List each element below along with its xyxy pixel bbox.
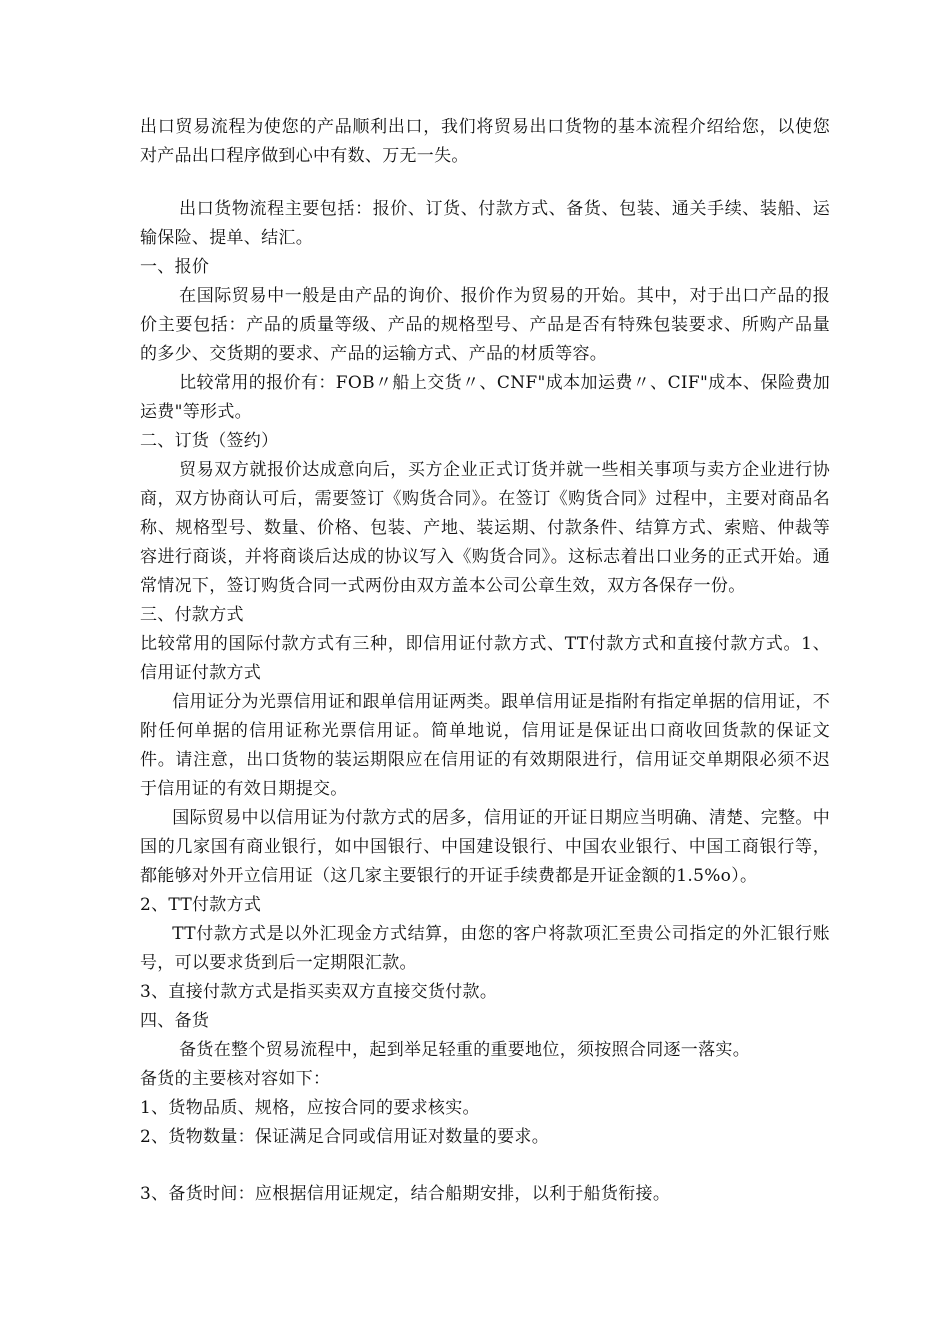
letter-of-credit-paragraph-1: 信用证分为光票信用证和跟单信用证两类。跟单信用证是指附有指定单据的信用证，不附任何单据的信用证称光票信用证。简单地说，信用证是保证出口商收回货款的保证文件。请注意，出口货物的装运期限应在信用证的有效期限进行，信用证交单期限必须不迟于信用证的有效日期提交。: [140, 692, 830, 799]
stocking-check-intro: 备货的主要核对容如下：: [140, 1069, 331, 1089]
stocking-list-item-2: 2、货物数量：保证满足合同或信用证对数量的要求。: [140, 1127, 550, 1147]
tt-payment-heading: 2、TT付款方式: [140, 895, 262, 915]
payment-intro: 比较常用的国际付款方式有三种，即信用证付款方式、TT付款方式和直接付款方式。1、信用证付款方式: [140, 634, 830, 683]
quotation-paragraph-2: 比较常用的报价有：FOB〃船上交货〃、CNF"成本加运费〃、CIF"成本、保险费加运费"等形式。: [140, 373, 830, 422]
direct-payment-line: 3、直接付款方式是指买卖双方直接交货付款。: [140, 982, 498, 1002]
tt-payment-paragraph: TT付款方式是以外汇现金方式结算，由您的客户将款项汇至贵公司指定的外汇银行账号，可以要求货到后一定期限汇款。: [140, 924, 830, 973]
document-body: [140, 113, 830, 1209]
section-heading-quotation: 一、报价: [140, 257, 210, 277]
letter-of-credit-paragraph-2: 国际贸易中以信用证为付款方式的居多，信用证的开证日期应当明确、清楚、完整。中国的几家国有商业银行，如中国银行、中国建设银行、中国农业银行、中国工商银行等，都能够对外开立信用证（这几家主要银行的开证手续费都是开证金额的1.5%o）。: [140, 808, 830, 886]
stocking-paragraph: 备货在整个贸易流程中，起到举足轻重的重要地位，须按照合同逐一落实。: [179, 1040, 750, 1060]
intro-paragraph-2: 出口货物流程主要包括：报价、订货、付款方式、备货、包装、通关手续、装船、运输保险、提单、结汇。: [140, 199, 830, 248]
quotation-paragraph-1: 在国际贸易中一般是由产品的询价、报价作为贸易的开始。其中，对于出口产品的报价主要包括：产品的质量等级、产品的规格型号、产品是否有特殊包装要求、所购产品量的多少、交货期的要求、产品的运输方式、产品的材质等容。: [140, 286, 830, 364]
stocking-list-item-1: 1、货物品质、规格，应按合同的要求核实。: [140, 1098, 480, 1118]
ordering-paragraph: 贸易双方就报价达成意向后，买方企业正式订货并就一些相关事项与卖方企业进行协商，双方协商认可后，需要签订《购货合同》。在签订《购货合同》过程中，主要对商品名称、规格型号、数量、价格、包装、产地、装运期、付款条件、结算方式、索赔、仲裁等容进行商谈，并将商谈后达成的协议写入《购货合同》。这标志着出口业务的正式开始。通常情况下，签订购货合同一式两份由双方盖本公司公章生效，双方各保存一份。: [140, 460, 830, 596]
stocking-list-item-3: 3、备货时间：应根据信用证规定，结合船期安排，以利于船货衔接。: [140, 1184, 671, 1204]
section-heading-ordering: 二、订货（签约）: [140, 431, 279, 451]
intro-paragraph-1: 出口贸易流程为使您的产品顺利出口，我们将贸易出口货物的基本流程介绍给您，以使您对产品出口程序做到心中有数、万无一失。: [140, 117, 830, 166]
section-heading-stocking: 四、备货: [140, 1011, 210, 1031]
section-heading-payment: 三、付款方式: [140, 605, 244, 625]
